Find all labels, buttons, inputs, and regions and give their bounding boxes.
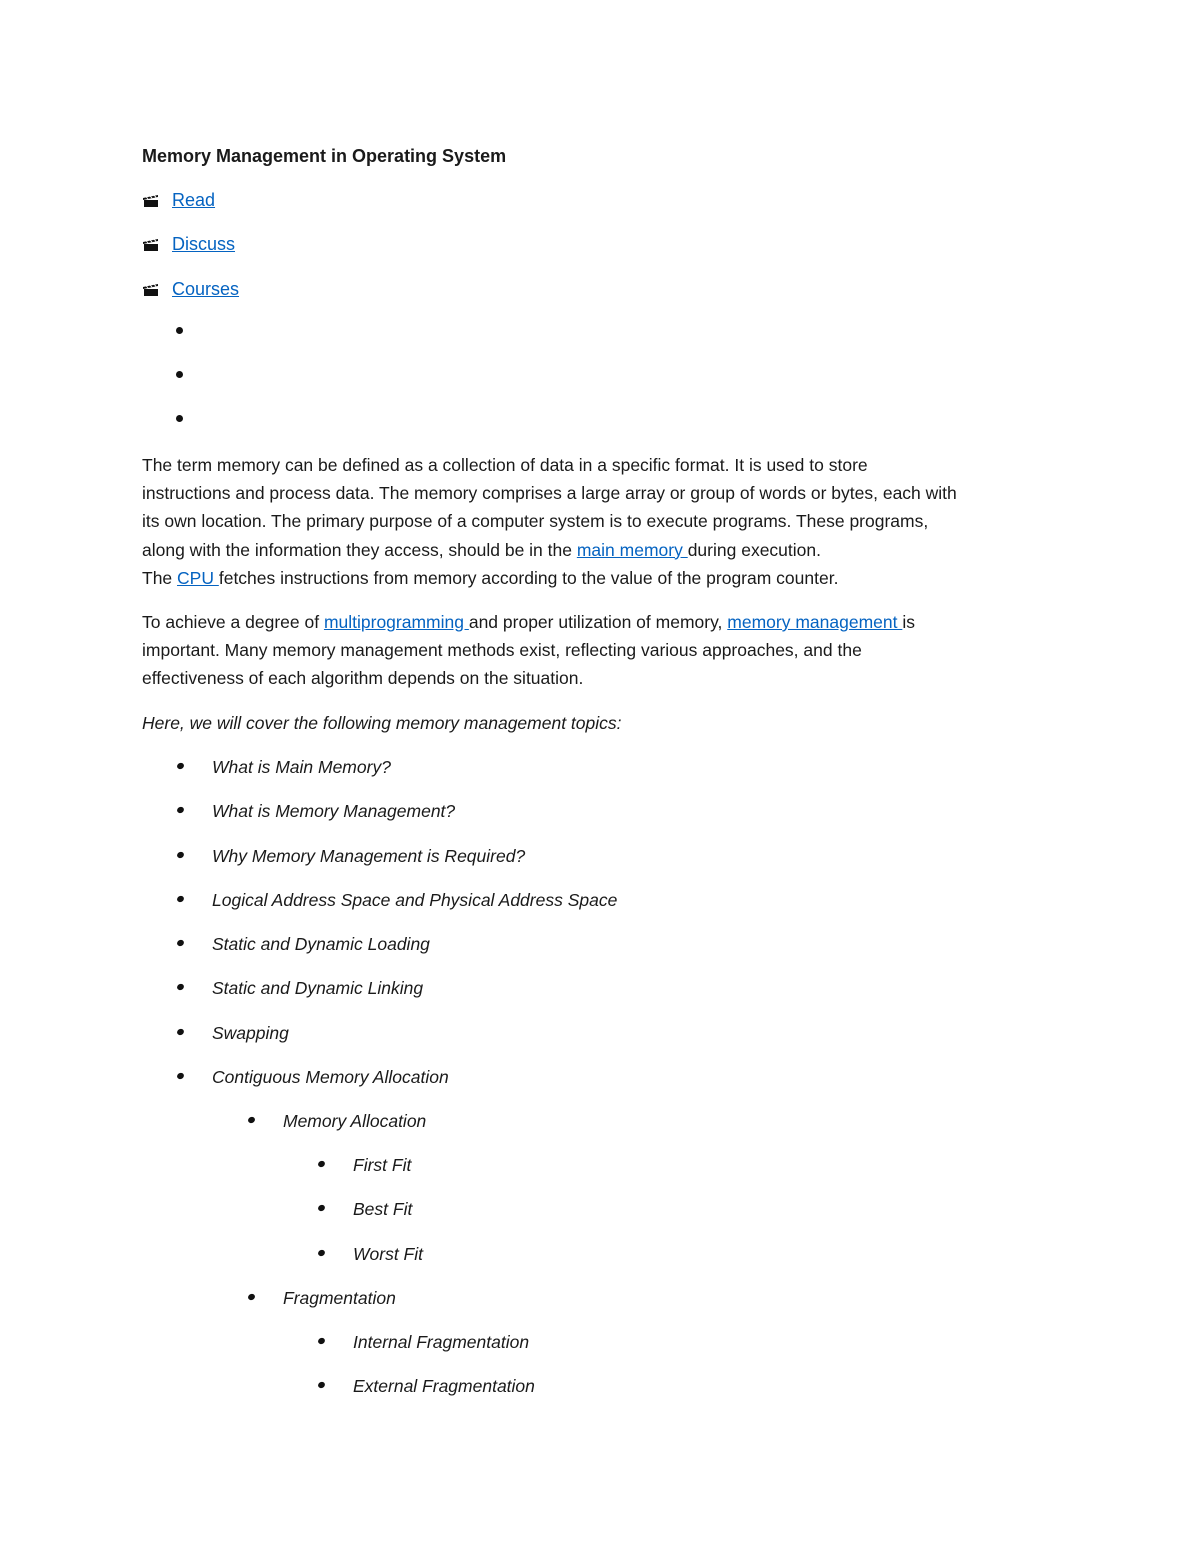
page-title: Memory Management in Operating System xyxy=(142,146,507,166)
bullet-icon xyxy=(176,851,185,859)
list-item-label: Why Memory Management is Required? xyxy=(212,846,526,866)
list-item-label: Static and Dynamic Linking xyxy=(212,978,424,998)
text-run: and proper utilization of memory, xyxy=(468,612,728,632)
list-item-label: Internal Fragmentation xyxy=(353,1332,530,1352)
read-link[interactable]: Read xyxy=(172,190,216,210)
paragraph-line: The term memory can be defined as a collection of data in a specific format. It is used to store xyxy=(142,455,868,475)
text-run: is xyxy=(902,612,915,632)
bullet-icon xyxy=(317,1337,326,1345)
cpu-link[interactable]: CPU xyxy=(177,567,219,588)
list-item-label: First Fit xyxy=(353,1155,412,1175)
paragraph-line: effectiveness of each algorithm depends on the situation. xyxy=(142,668,584,689)
bullet-icon xyxy=(176,806,185,814)
list-item-label: External Fragmentation xyxy=(353,1376,535,1396)
list-item-label: Static and Dynamic Loading xyxy=(212,934,430,954)
multiprogramming-paragraph xyxy=(142,608,1072,693)
empty-bullet xyxy=(176,415,183,422)
list-item-label: What is Memory Management? xyxy=(212,801,456,821)
bullet-icon xyxy=(176,939,185,947)
list-item-label: Memory Allocation xyxy=(283,1111,427,1131)
list-item-label: Worst Fit xyxy=(353,1244,423,1264)
bullet-icon xyxy=(176,983,185,991)
text-run: during execution. xyxy=(687,539,821,560)
list-item-label: Swapping xyxy=(212,1023,289,1043)
paragraph-line: its own location. The primary purpose of a computer system is to execute programs. These programs, xyxy=(142,511,929,532)
bullet-icon xyxy=(317,1249,326,1257)
clapperboard-icon xyxy=(142,280,160,298)
discuss-link[interactable]: Discuss xyxy=(172,234,236,254)
bullet-icon xyxy=(176,1072,185,1080)
empty-bullet xyxy=(176,371,183,378)
topics-intro: Here, we will cover the following memory management topics: xyxy=(142,713,622,733)
list-item-label: Logical Address Space and Physical Address Space xyxy=(212,890,618,910)
paragraph-line xyxy=(142,536,1072,564)
paragraph-line xyxy=(142,608,1072,636)
clapperboard-icon xyxy=(142,191,160,209)
bullet-icon xyxy=(317,1204,326,1212)
clapperboard-icon xyxy=(142,235,160,253)
list-item-label: Contiguous Memory Allocation xyxy=(212,1067,449,1087)
bullet-icon xyxy=(176,1028,185,1036)
list-item-label: Fragmentation xyxy=(283,1288,396,1308)
multiprogramming-link[interactable]: multiprogramming xyxy=(323,612,469,632)
bullet-icon xyxy=(176,895,185,903)
intro-paragraph xyxy=(142,451,1072,592)
courses-link[interactable]: Courses xyxy=(172,279,240,299)
text-run: To achieve a degree of xyxy=(142,612,324,632)
paragraph-line: important. Many memory management methods exist, reflecting various approaches, and the xyxy=(142,640,862,661)
memory-management-link[interactable]: memory management xyxy=(727,612,903,632)
list-item-label: Best Fit xyxy=(353,1199,413,1219)
text-run: fetches instructions from memory according to the value of the program counter. xyxy=(218,567,839,588)
text-run: The xyxy=(142,567,178,588)
bullet-icon xyxy=(247,1293,256,1301)
list-item-label: What is Main Memory? xyxy=(212,757,391,777)
bullet-icon xyxy=(247,1116,256,1124)
bullet-icon xyxy=(176,762,185,770)
bullet-icon xyxy=(317,1160,326,1168)
paragraph-line: instructions and process data. The memory comprises a large array or group of words or bytes, each with xyxy=(142,483,957,504)
empty-bullet xyxy=(176,327,183,334)
paragraph-line xyxy=(142,564,1072,592)
bullet-icon xyxy=(317,1381,326,1389)
main-memory-link[interactable]: main memory xyxy=(576,539,688,560)
text-run: along with the information they access, should be in the xyxy=(142,539,577,560)
